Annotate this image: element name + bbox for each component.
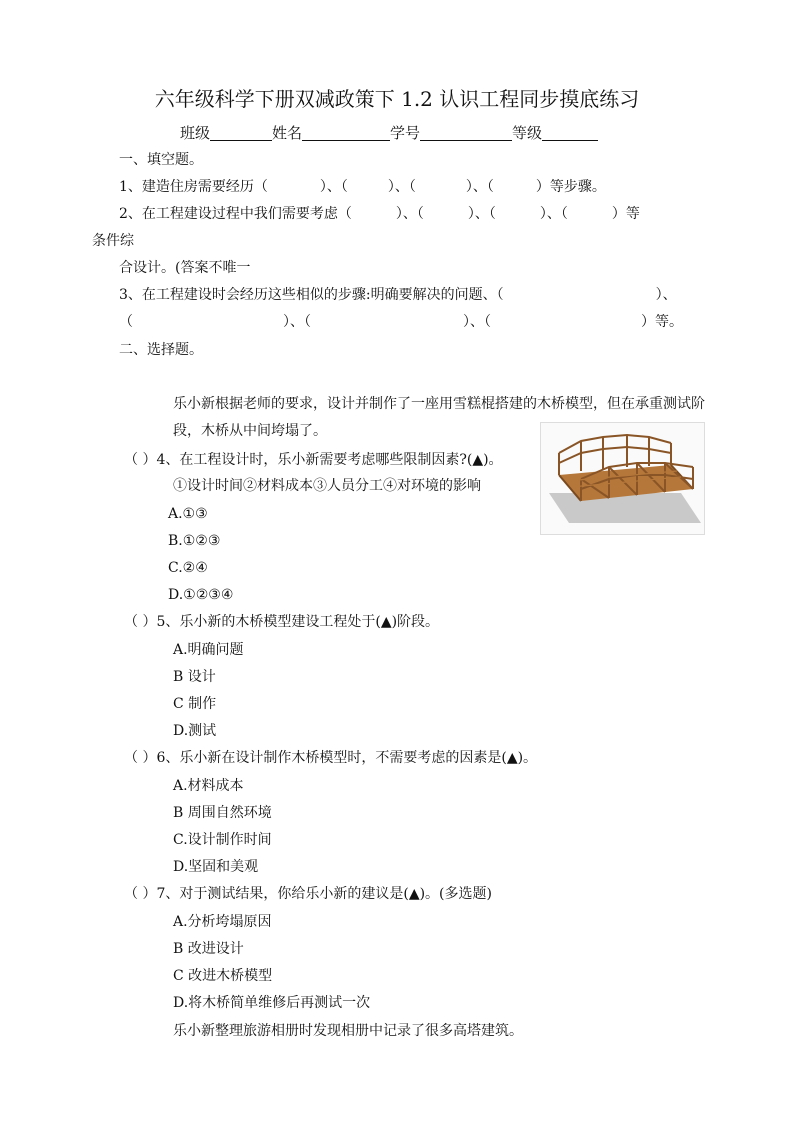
choice-question-7: [124, 884, 492, 904]
wooden-bridge-image: [540, 422, 705, 535]
section-choice-heading: 二、选择题。: [119, 342, 203, 358]
bridge-illustration: [541, 423, 704, 534]
q5-answer-bracket[interactable]: （ ）: [124, 614, 157, 630]
q3-open: （: [119, 314, 133, 330]
q6-option-c[interactable]: C.设计制作时间: [173, 832, 272, 848]
q3-end: ）等。: [641, 314, 683, 330]
class-label: 班级: [180, 124, 211, 142]
number-label: 学号: [390, 124, 421, 142]
q6-stem: 6、乐小新在设计制作木桥模型时，不需要考虑的因素是(▲)。: [156, 750, 538, 766]
name-label: 姓名: [272, 124, 303, 142]
q5-option-a[interactable]: A.明确问题: [173, 642, 244, 658]
fill-question-2: [119, 204, 640, 224]
q7-option-d[interactable]: D.将木桥简单维修后再测试一次: [173, 995, 371, 1011]
q4-stem: 4、在工程设计时，乐小新需要考虑哪些限制因素?(▲)。: [156, 452, 503, 468]
q2-sep: ）、（: [539, 206, 568, 222]
q4-option-c[interactable]: C.②④: [168, 560, 208, 576]
page-title: 六年级科学下册双减政策下 1.2 认识工程同步摸底练习: [154, 87, 640, 111]
scenario-2: 乐小新整理旅游相册时发现相册中记录了很多高塔建筑。: [173, 1023, 523, 1039]
grade-field[interactable]: [542, 124, 598, 141]
q2-end: ）等: [611, 206, 640, 222]
q1-end: ）等步骤。: [535, 179, 606, 195]
q2-sep: ）、（: [395, 206, 424, 222]
scenario-1-line-1: 乐小新根据老师的要求，设计并制作了一座用雪糕棍搭建的木桥模型，但在承重测试阶: [173, 396, 705, 412]
name-field[interactable]: [302, 124, 390, 141]
fill-question-1: [119, 177, 606, 197]
q7-answer-bracket[interactable]: （ ）: [124, 886, 157, 902]
q3-line1-end: ）、: [655, 287, 677, 303]
choice-question-5: [124, 612, 439, 632]
bridge-shadow: [549, 493, 701, 523]
scenario-1-line-2: 段，木桥从中间垮塌了。: [173, 423, 327, 439]
q7-stem: 7、对于测试结果，你给乐小新的建议是(▲)。(多选题): [156, 886, 492, 902]
fill-question-2-cont2: 合设计。(答案不唯一: [119, 260, 251, 276]
grade-label: 等级: [512, 124, 543, 142]
q3-sep: ）、（: [463, 314, 491, 330]
q1-sep: ）、（: [465, 179, 494, 195]
q6-option-b[interactable]: B 周围自然环境: [173, 805, 272, 821]
q5-option-c[interactable]: C 制作: [173, 696, 217, 712]
q7-option-a[interactable]: A.分析垮塌原因: [173, 914, 272, 930]
q5-stem: 5、乐小新的木桥模型建设工程处于(▲)阶段。: [156, 614, 440, 630]
fill-question-3-line2: [119, 312, 683, 332]
choice-question-6: [124, 748, 537, 768]
q4-answer-bracket[interactable]: （ ）: [124, 452, 157, 468]
student-info-row: [180, 123, 598, 143]
q2-sep: ）、（: [467, 206, 496, 222]
fill-question-2-cont: 条件综: [92, 233, 134, 249]
number-field[interactable]: [420, 124, 512, 141]
choice-question-4: [124, 450, 503, 470]
class-field[interactable]: [210, 124, 272, 141]
q2-prefix: 2、在工程建设过程中我们需要考虑（: [119, 206, 352, 222]
q3-line1: 3、在工程建设时会经历这些相似的步骤:明确要解决的问题、（: [119, 287, 504, 303]
q4-option-b[interactable]: B.①②③: [168, 533, 221, 549]
q1-sep: ）、（: [387, 179, 416, 195]
q5-option-d[interactable]: D.测试: [173, 723, 217, 739]
q1-prefix: 1、建造住房需要经历（: [119, 179, 268, 195]
q7-option-c[interactable]: C 改进木桥模型: [173, 968, 273, 984]
q4-option-a[interactable]: A.①③: [168, 506, 208, 522]
q7-option-b[interactable]: B 改进设计: [173, 941, 244, 957]
q5-option-b[interactable]: B 设计: [173, 669, 216, 685]
q4-factors: ①设计时间②材料成本③人员分工④对环境的影响: [173, 478, 481, 494]
q6-option-a[interactable]: A.材料成本: [173, 778, 244, 794]
fill-question-3: [119, 285, 677, 305]
q3-sep: ）、（: [283, 314, 311, 330]
q4-option-d[interactable]: D.①②③④: [168, 587, 234, 603]
q1-sep: ）、（: [319, 179, 348, 195]
q6-option-d[interactable]: D.坚固和美观: [173, 859, 259, 875]
q6-answer-bracket[interactable]: （ ）: [124, 750, 157, 766]
section-fill-heading: 一、填空题。: [119, 152, 203, 168]
